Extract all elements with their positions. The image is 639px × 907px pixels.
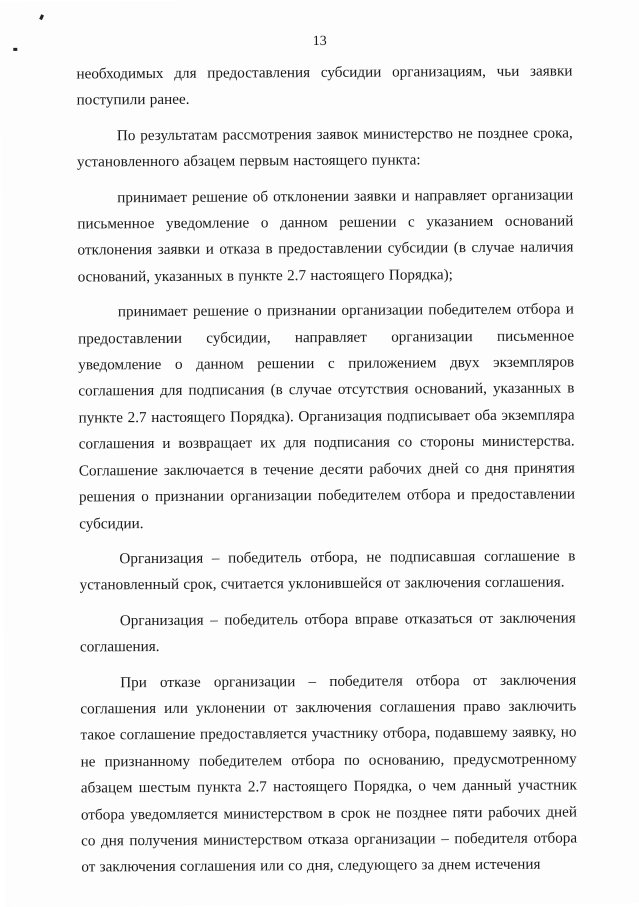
document-body: [76, 58, 577, 890]
paragraph: При отказе организации – победителя отбора от заключения соглашения или уклонении от заключения соглашения право заключить такое соглашение предоставляется участнику отбора, подавшему заявку, но не признанному победителем отбора по основанию, предусмотренному абзацем шестым пункта 2.7 настоящего Порядка, о чем данный участник отбора уведомляется министерством в срок не позднее пяти рабочих дней со дня получения министерством отказа организации – победителя отбора от заключения соглашения или со дня, следующего за днем истечения: [80, 670, 578, 876]
paragraph: принимает решение о признании организации победителем отбора и предоставлении субсидии, направляет организации письменное уведомление о данном решении с приложением двух экземпляров соглашения для подписания (в случае отсутствия оснований, указанных в пункте 2.7 настоящего Порядка). Организация подписывает оба экземпляра соглашения и возвращает их для подписания со стороны министерства. Соглашение заключается в течение десяти рабочих дней со дня принятия решения о признании организации победителем отбора и предоставлении субсидии.: [78, 300, 576, 532]
page-number: 13: [312, 33, 327, 50]
paragraph: Организация – победитель отбора вправе отказаться от заключения соглашения.: [79, 609, 576, 656]
paragraph: По результатам рассмотрения заявок министерство не позднее срока, установленного абзацем первым настоящего пункта:: [76, 124, 573, 171]
scan-speck: [39, 14, 44, 20]
paragraph: Организация – победитель отбора, не подписавшая соглашение в установленный срок, считается уклонившейся от заключения соглашения.: [79, 547, 576, 594]
paragraph: необходимых для предоставления субсидии организациям, чьи заявки поступили ранее.: [76, 62, 573, 109]
paragraph: принимает решение об отклонении заявки и направляет организации письменное уведомление о данном решении с указанием оснований отклонения заявки и отказа в предоставлении субсидии (в случае наличия оснований, указанных в пункте 2.7 настоящего Порядка);: [77, 186, 574, 286]
